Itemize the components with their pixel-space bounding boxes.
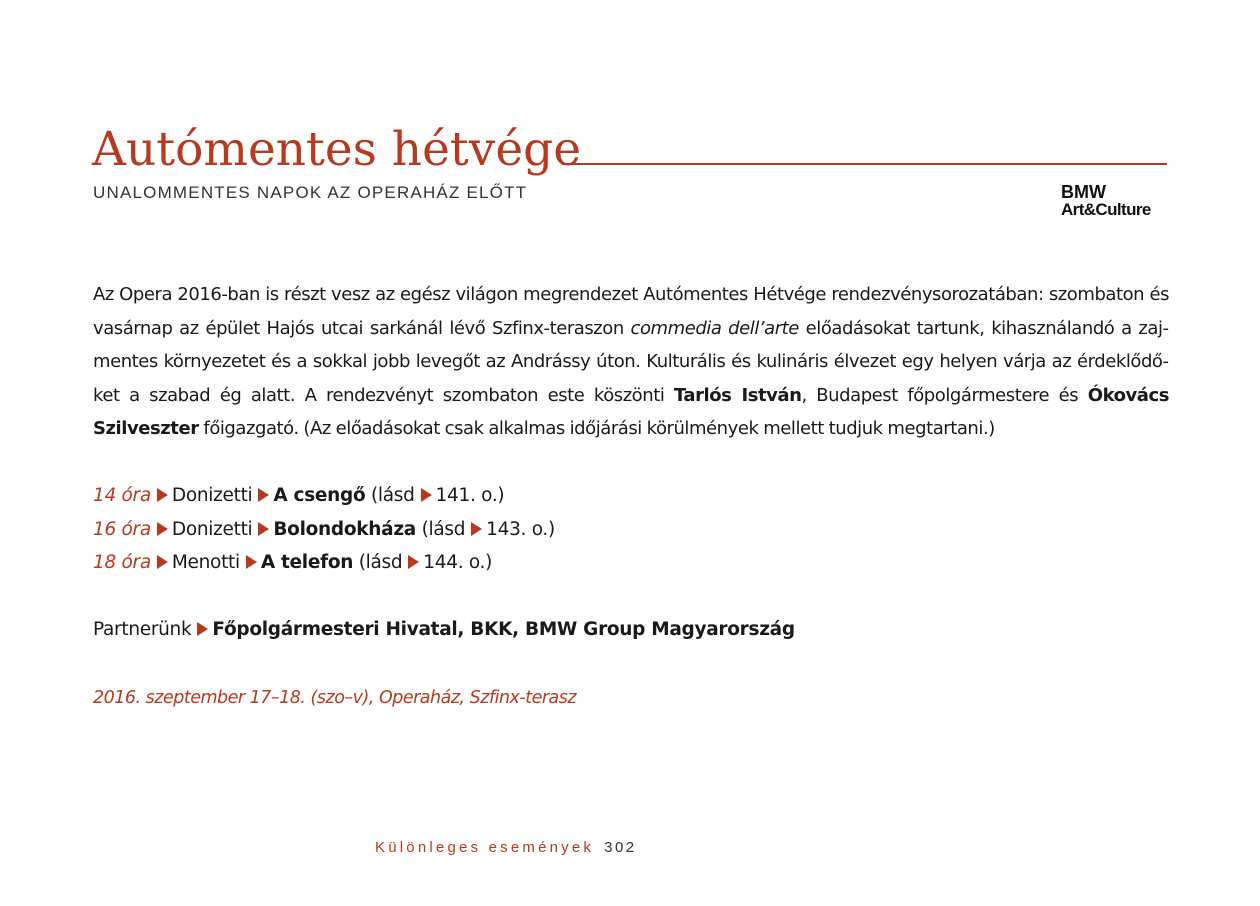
arrow-right-icon [157, 488, 168, 502]
page-subtitle: UNALOMMENTES NAPOK AZ OPERAHÁZ ELŐTT [93, 183, 528, 202]
schedule-see-label: (lásd [421, 518, 466, 540]
page-number: 302 [604, 839, 637, 856]
arrow-right-icon [157, 555, 168, 569]
schedule-work: A csengő [273, 485, 366, 506]
schedule-row [93, 546, 793, 580]
partners-names: Főpolgármesteri Hivatal, BKK, BMW Group Magyarország [212, 619, 795, 640]
arrow-right-icon [246, 555, 257, 569]
schedule-page-ref[interactable]: 143. o.) [486, 518, 555, 540]
arrow-right-icon [471, 522, 482, 536]
mayor-name: Tarlós István [673, 384, 802, 406]
schedule-composer: Donizetti [171, 518, 253, 540]
arrow-right-icon [258, 522, 269, 536]
intro-italic-term: commedia dell’arte [630, 317, 799, 339]
page-title: Autómentes hétvége [92, 122, 582, 177]
intro-text-2: előadásokat tartunk, kihasználandó a zajmentes környezetet és a sokkal jobb levegőt az Andrássy úton. Kulturális és kulináris élvezet egy helyen várja az érdeklődőket a szabad ég alatt. A rendezvényt szombaton este köszönti [93, 317, 1170, 406]
title-rule [562, 163, 1167, 165]
arrow-right-icon [408, 555, 419, 569]
bmw-art-culture-logo [1061, 183, 1169, 219]
partners-label: Partnerünk [93, 619, 192, 640]
performance-schedule [93, 479, 793, 580]
schedule-work: A telefon [260, 552, 354, 573]
schedule-page-ref[interactable]: 141. o.) [435, 485, 505, 506]
schedule-time: 18 óra [93, 552, 151, 573]
logo-program: Art&Culture [1061, 200, 1151, 219]
arrow-right-icon [421, 488, 432, 502]
director-name: Ókovács Szilveszter [93, 384, 1169, 439]
schedule-composer: Donizetti [171, 485, 253, 506]
page-footer [375, 837, 637, 859]
schedule-time: 16 óra [93, 518, 151, 540]
schedule-row [93, 479, 793, 513]
logo-brand: BMW [1061, 182, 1106, 202]
footer-section-title: Különleges események [375, 839, 595, 856]
intro-text-3: , Budapest főpolgármestere és [801, 384, 1088, 406]
intro-paragraph [93, 278, 1169, 446]
arrow-right-icon [157, 522, 168, 536]
schedule-row [93, 513, 793, 547]
arrow-right-icon [197, 622, 208, 636]
schedule-page-ref[interactable]: 144. o.) [423, 552, 493, 573]
intro-text-4: főigazgató. (Az előadásokat csak alkalmas időjárási körülmények mellett tudjuk megtartani.) [198, 418, 995, 439]
schedule-see-label: (lásd [358, 552, 403, 573]
intro-text-1: Az Opera 2016-ban is részt vesz az egész világon megrendezet Autómentes Hétvége rendezvénysorozatában: szombaton és vasárnap az épület Hajós utcai sarkánál lévő Szfinx-teraszon [93, 284, 1169, 339]
event-date: 2016. szeptember 17–18. (szo–v), Operaház, Szfinx-terasz [93, 688, 577, 708]
schedule-work: Bolondokháza [273, 518, 416, 540]
partners-line [93, 613, 795, 646]
schedule-time: 14 óra [93, 485, 151, 506]
arrow-right-icon [258, 488, 269, 502]
schedule-composer: Menotti [171, 552, 240, 573]
schedule-see-label: (lásd [370, 485, 415, 506]
